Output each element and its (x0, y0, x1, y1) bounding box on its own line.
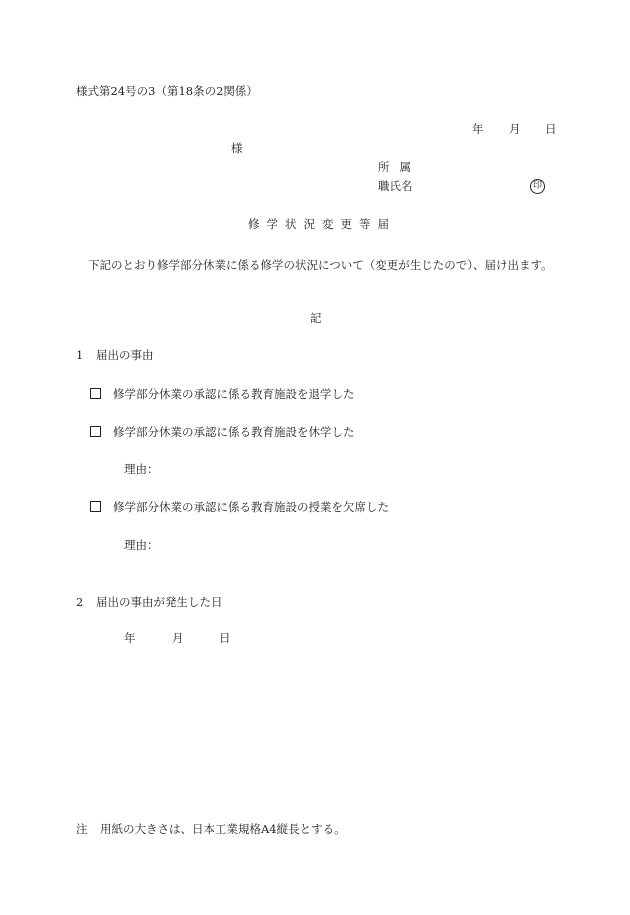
reason-option-absent[interactable] (90, 501, 389, 514)
section1-number: 1 (76, 348, 84, 362)
checkbox-icon[interactable] (90, 388, 101, 399)
seal-mark: 印 (530, 179, 545, 194)
date-year-label: 年 (472, 122, 484, 136)
option-label: 修学部分休業の承認に係る教育施設の授業を欠席した (113, 500, 389, 514)
footnote (76, 824, 346, 836)
reason-label-leave: 理由： (124, 462, 159, 476)
date-month-label: 月 (509, 122, 521, 136)
section2-number: 2 (76, 595, 84, 609)
section2-title: 届出の事由が発生した日 (96, 595, 223, 609)
option-label: 修学部分休業の承認に係る教育施設を退学した (113, 387, 355, 401)
addressee-suffix: 様 (231, 141, 243, 155)
note-text: 用紙の大きさは、日本工業規格A4縦長とする。 (100, 822, 346, 836)
option-label: 修学部分休業の承認に係る教育施設を休学した (113, 425, 355, 439)
form-title: 修学状況変更等届 (248, 217, 396, 231)
occurrence-month-label: 月 (172, 631, 184, 645)
body-text: 下記のとおり修学部分休業に係る修学の状況について（変更が生じたので）、届け出ます。 (88, 258, 553, 272)
reason-label-absent: 理由： (124, 538, 159, 552)
reason-option-leave[interactable] (90, 426, 355, 439)
checkbox-icon[interactable] (90, 426, 101, 437)
date-day-label: 日 (545, 122, 557, 136)
name-label: 職氏名 (378, 179, 413, 193)
section2-heading (76, 597, 223, 609)
occurrence-year-label: 年 (124, 631, 136, 645)
occurrence-day-label: 日 (219, 631, 231, 645)
section1-title: 届出の事由 (96, 348, 154, 362)
ki-heading: 記 (310, 311, 322, 325)
checkbox-icon[interactable] (90, 501, 101, 512)
note-mark: 注 (76, 822, 88, 836)
affiliation-label: 所属 (378, 160, 421, 174)
form-number: 様式第24号の3（第18条の2関係） (76, 84, 258, 98)
reason-option-withdrew[interactable] (90, 388, 355, 401)
section1-heading (76, 350, 154, 362)
